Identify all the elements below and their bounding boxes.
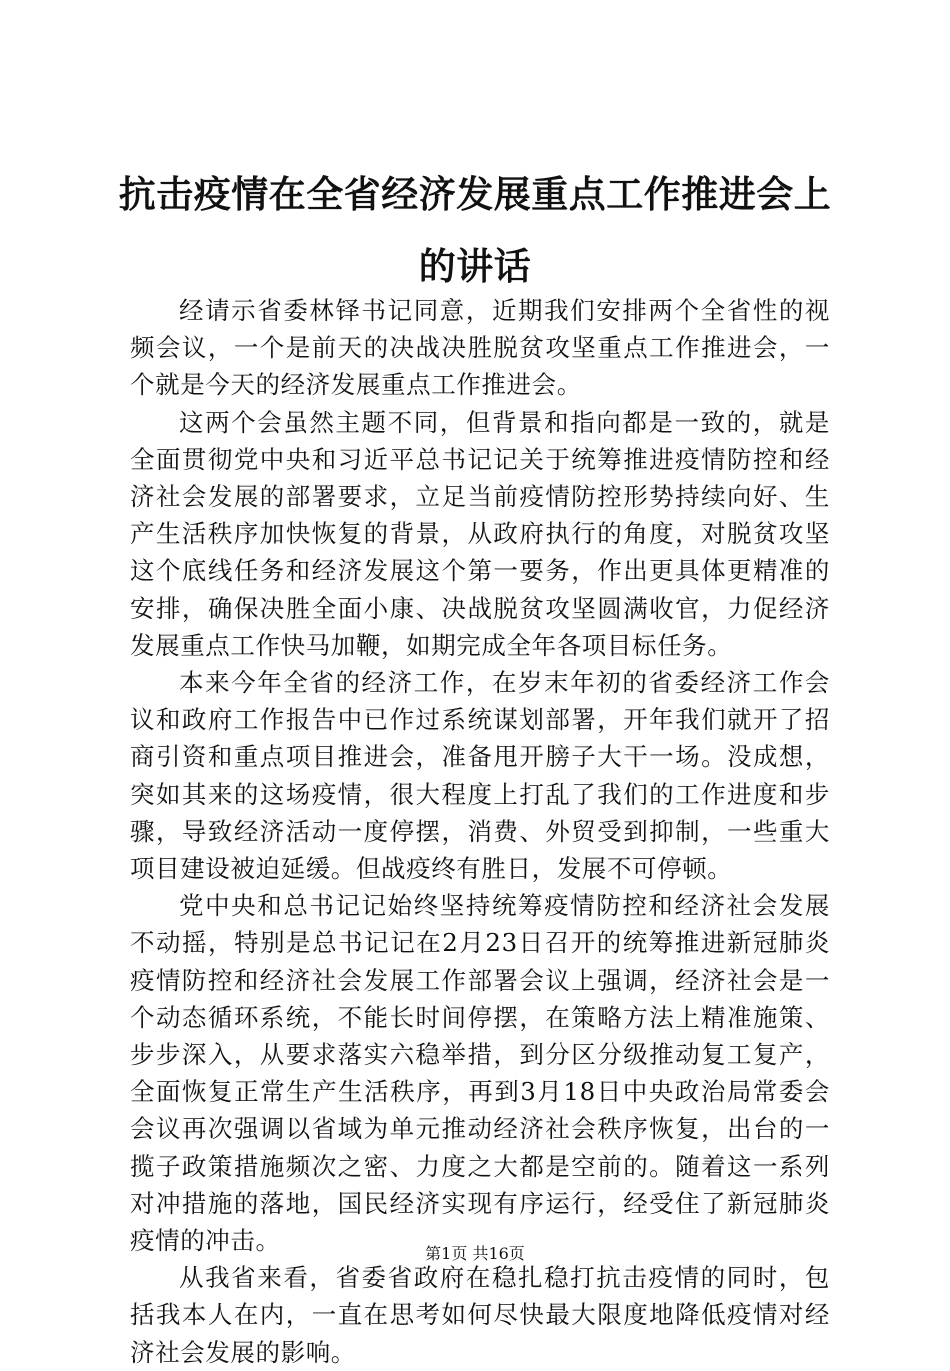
document-body xyxy=(130,292,830,1371)
paragraph-2: 这两个会虽然主题不同，但背景和指向都是一致的，就是全面贯彻党中央和习近平总书记记关于统筹推进疫情防控和经济社会发展的部署要求，立足当前疫情防控形势持续向好、生产生活秩序加快恢复的背景，从政府执行的角度，对脱贫攻坚这个底线任务和经济发展这个第一要务，作出更具体更精准的安排，确保决胜全面小康、决战脱贫攻坚圆满收官，力促经济发展重点工作快马加鞭，如期完成全年各项目标任务。 xyxy=(130,407,830,660)
page-number-footer: 第1页 共16页 xyxy=(425,1244,525,1263)
paragraph-3: 本来今年全省的经济工作，在岁末年初的省委经济工作会议和政府工作报告中已作过系统谋划部署，开年我们就开了招商引资和重点项目推进会，准备甩开膀子大干一场。没成想，突如其来的这场疫情，很大程度上打乱了我们的工作进度和步骤，导致经济活动一度停摆，消费、外贸受到抑制，一些重大项目建设被迫延缓。但战疫终有胜日，发展不可停顿。 xyxy=(130,668,830,884)
document-title: 抗击疫情在全省经济发展重点工作推进会上的讲话 xyxy=(118,172,832,288)
paragraph-4: 党中央和总书记记始终坚持统筹疫情防控和经济社会发展不动摇，特别是总书记记在2月23日召开的统筹推进新冠肺炎疫情防控和经济社会发展工作部署会议上强调，经济社会是一个动态循环系统，不能长时间停摆，在策略方法上精准施策、步步深入，从要求落实六稳举措，到分区分级推动复工复产，全面恢复正常生产生活秩序，再到3月18日中央政治局常委会会议再次强调以省域为单元推动经济社会秩序恢复，出台的一揽子政策措施频次之密、力度之大都是空前的。随着这一系列对冲措施的落地，国民经济实现有序运行，经受住了新冠肺炎疫情的冲击。 xyxy=(130,891,830,1256)
paragraph-5: 从我省来看，省委省政府在稳扎稳打抗击疫情的同时，包括我本人在内，一直在思考如何尽快最大限度地降低疫情对经济社会发展的影响。 xyxy=(130,1263,830,1367)
paragraph-1: 经请示省委林铎书记同意，近期我们安排两个全省性的视频会议，一个是前天的决战决胜脱贫攻坚重点工作推进会，一个就是今天的经济发展重点工作推进会。 xyxy=(130,296,830,400)
